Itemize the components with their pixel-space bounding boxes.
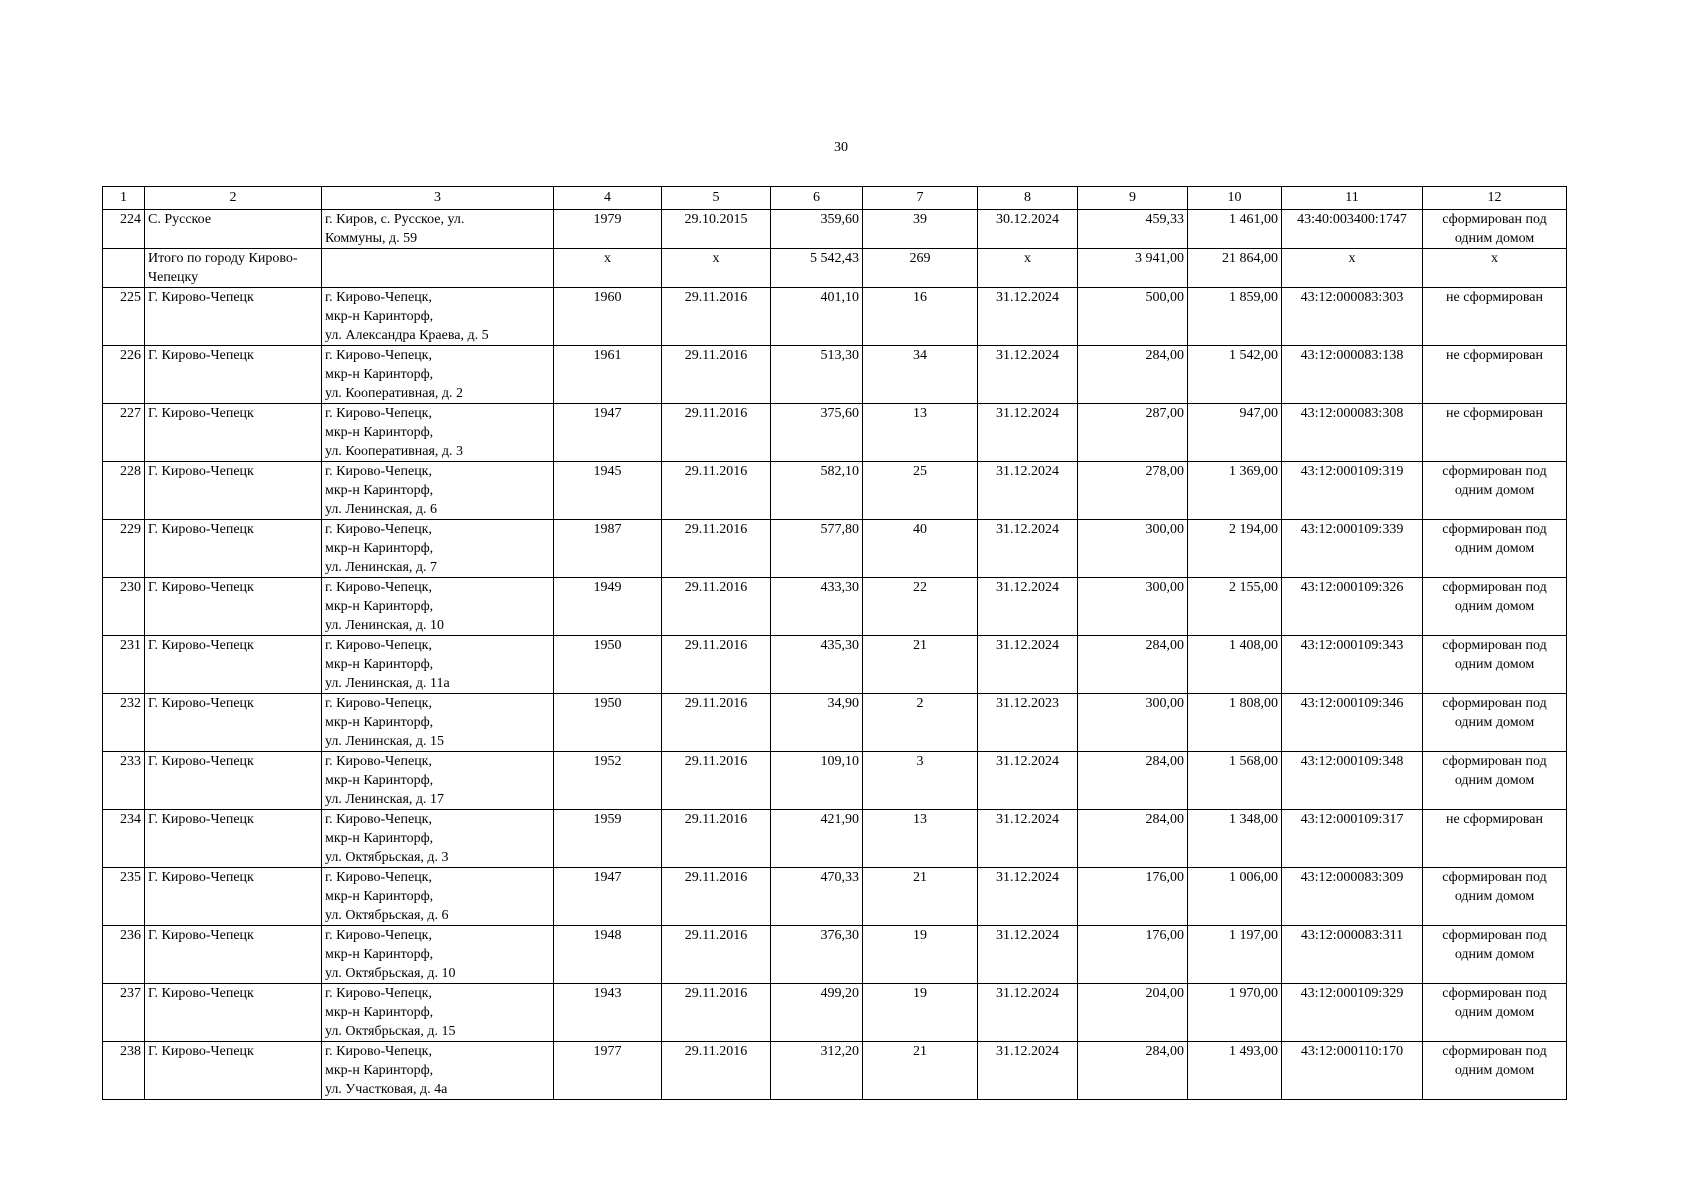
cadastral-number-cell: 43:12:000109:329: [1282, 984, 1423, 1042]
address-line: г. Киров, с. Русское, ул.: [325, 212, 465, 227]
land-area-cell: 284,00: [1078, 752, 1188, 810]
land-status-line: одним домом: [1454, 657, 1535, 672]
settlement-cell: Г. Кирово-Чепецк: [145, 810, 322, 868]
total-area-cell: 1 408,00: [1188, 636, 1282, 694]
resettlement-deadline-cell: 31.12.2024: [978, 288, 1078, 346]
land-status-line: не сформирован: [1446, 348, 1543, 363]
address-line: г. Кирово-Чепецк,: [325, 754, 432, 769]
cadastral-number-cell: 43:12:000083:303: [1282, 288, 1423, 346]
year-built-cell: 1952: [554, 752, 662, 810]
address-line: мкр-н Каринторф,: [325, 425, 434, 440]
row-number-cell: 227: [103, 404, 145, 462]
column-header-3: 3: [322, 187, 554, 210]
settlement-cell: Г. Кирово-Чепецк: [145, 288, 322, 346]
land-area-cell: 459,33: [1078, 210, 1188, 249]
column-header-6: 6: [771, 187, 863, 210]
land-status-cell: [1423, 1042, 1567, 1100]
emergency-date-cell: 29.11.2016: [662, 462, 771, 520]
settlement-cell: Итого по городу Кирово-Чепецку: [145, 249, 322, 288]
row-number-cell: 236: [103, 926, 145, 984]
land-status-line: сформирован под: [1442, 522, 1547, 537]
address-line: мкр-н Каринторф,: [325, 947, 434, 962]
total-area-cell: 947,00: [1188, 404, 1282, 462]
residents-cell: 21: [863, 868, 978, 926]
cadastral-number-cell: 43:12:000083:309: [1282, 868, 1423, 926]
land-status-line: сформирован под: [1442, 638, 1547, 653]
residents-cell: 21: [863, 636, 978, 694]
land-area-cell: 300,00: [1078, 694, 1188, 752]
land-status-line: одним домом: [1454, 715, 1535, 730]
year-built-cell: 1950: [554, 694, 662, 752]
year-built-cell: 1950: [554, 636, 662, 694]
address-line: г. Кирово-Чепецк,: [325, 348, 432, 363]
address-line: ул. Ленинская, д. 7: [325, 560, 438, 575]
residents-cell: 21: [863, 1042, 978, 1100]
cadastral-number-cell: 43:12:000110:170: [1282, 1042, 1423, 1100]
total-area-cell: 1 970,00: [1188, 984, 1282, 1042]
residents-cell: 13: [863, 404, 978, 462]
resettlement-deadline-cell: 31.12.2024: [978, 1042, 1078, 1100]
table-row: [103, 520, 1567, 578]
land-area-cell: 284,00: [1078, 636, 1188, 694]
land-status-cell: [1423, 404, 1567, 462]
resettlement-deadline-cell: 31.12.2024: [978, 462, 1078, 520]
land-status-line: не сформирован: [1446, 290, 1543, 305]
land-area-cell: 287,00: [1078, 404, 1188, 462]
residents-cell: 22: [863, 578, 978, 636]
address-line: мкр-н Каринторф,: [325, 367, 434, 382]
land-status-line: сформирован под: [1442, 696, 1547, 711]
address-line: мкр-н Каринторф,: [325, 541, 434, 556]
land-status-cell: [1423, 578, 1567, 636]
total-area-cell: 2 194,00: [1188, 520, 1282, 578]
land-status-line: сформирован под: [1442, 212, 1547, 227]
row-number-cell: 224: [103, 210, 145, 249]
area-cell: 401,10: [771, 288, 863, 346]
address-cell: [322, 1042, 554, 1100]
table-row: [103, 210, 1567, 249]
emergency-date-cell: 29.10.2015: [662, 210, 771, 249]
area-cell: 359,60: [771, 210, 863, 249]
emergency-date-cell: 29.11.2016: [662, 694, 771, 752]
row-number-cell: 232: [103, 694, 145, 752]
column-header-9: 9: [1078, 187, 1188, 210]
land-status-line: одним домом: [1454, 541, 1535, 556]
area-cell: 577,80: [771, 520, 863, 578]
land-status-cell: [1423, 520, 1567, 578]
address-line: г. Кирово-Чепецк,: [325, 580, 432, 595]
land-area-cell: 500,00: [1078, 288, 1188, 346]
table-row: [103, 868, 1567, 926]
residents-cell: 19: [863, 926, 978, 984]
row-number-cell: 229: [103, 520, 145, 578]
area-cell: 433,30: [771, 578, 863, 636]
settlement-cell: Г. Кирово-Чепецк: [145, 752, 322, 810]
row-number-cell: 231: [103, 636, 145, 694]
land-status-line: одним домом: [1454, 889, 1535, 904]
cadastral-number-cell: 43:12:000083:138: [1282, 346, 1423, 404]
address-line: г. Кирово-Чепецк,: [325, 406, 432, 421]
year-built-cell: 1947: [554, 404, 662, 462]
emergency-date-cell: 29.11.2016: [662, 404, 771, 462]
emergency-date-cell: 29.11.2016: [662, 868, 771, 926]
land-status-line: одним домом: [1454, 947, 1535, 962]
address-line: г. Кирово-Чепецк,: [325, 522, 432, 537]
year-built-cell: 1949: [554, 578, 662, 636]
column-header-2: 2: [145, 187, 322, 210]
address-cell: [322, 288, 554, 346]
table-row: [103, 984, 1567, 1042]
table-body: [103, 210, 1567, 1100]
settlement-cell: Г. Кирово-Чепецк: [145, 636, 322, 694]
year-built-cell: 1977: [554, 1042, 662, 1100]
settlement-cell: Г. Кирово-Чепецк: [145, 694, 322, 752]
address-line: г. Кирово-Чепецк,: [325, 464, 432, 479]
land-status-cell: [1423, 346, 1567, 404]
area-cell: 375,60: [771, 404, 863, 462]
address-line: г. Кирово-Чепецк,: [325, 1044, 432, 1059]
emergency-date-cell: 29.11.2016: [662, 636, 771, 694]
settlement-cell: Г. Кирово-Чепецк: [145, 462, 322, 520]
area-cell: 5 542,43: [771, 249, 863, 288]
row-number-cell: 228: [103, 462, 145, 520]
row-number-cell: 235: [103, 868, 145, 926]
address-cell: [322, 578, 554, 636]
resettlement-deadline-cell: 31.12.2024: [978, 578, 1078, 636]
land-status-line: сформирован под: [1442, 580, 1547, 595]
settlement-cell: Г. Кирово-Чепецк: [145, 520, 322, 578]
residents-cell: 40: [863, 520, 978, 578]
resettlement-deadline-cell: 31.12.2024: [978, 636, 1078, 694]
resettlement-deadline-cell: х: [978, 249, 1078, 288]
address-line: г. Кирово-Чепецк,: [325, 696, 432, 711]
cadastral-number-cell: 43:12:000109:317: [1282, 810, 1423, 868]
land-area-cell: 300,00: [1078, 578, 1188, 636]
year-built-cell: 1961: [554, 346, 662, 404]
land-status-cell: [1423, 984, 1567, 1042]
area-cell: 582,10: [771, 462, 863, 520]
land-area-cell: 284,00: [1078, 810, 1188, 868]
emergency-date-cell: 29.11.2016: [662, 1042, 771, 1100]
land-status-line: сформирован под: [1442, 870, 1547, 885]
table-row: [103, 578, 1567, 636]
row-number-cell: 237: [103, 984, 145, 1042]
address-line: ул. Октябрьская, д. 3: [325, 850, 449, 865]
emergency-date-cell: х: [662, 249, 771, 288]
year-built-cell: 1979: [554, 210, 662, 249]
land-area-cell: 176,00: [1078, 868, 1188, 926]
residents-cell: 34: [863, 346, 978, 404]
address-line: мкр-н Каринторф,: [325, 599, 434, 614]
address-cell: [322, 520, 554, 578]
address-cell: [322, 752, 554, 810]
address-cell: [322, 868, 554, 926]
resettlement-deadline-cell: 31.12.2024: [978, 346, 1078, 404]
area-cell: 421,90: [771, 810, 863, 868]
address-line: мкр-н Каринторф,: [325, 773, 434, 788]
land-status-cell: [1423, 752, 1567, 810]
resettlement-deadline-cell: 31.12.2024: [978, 404, 1078, 462]
table-row: [103, 926, 1567, 984]
cadastral-number-cell: 43:12:000083:308: [1282, 404, 1423, 462]
row-number-cell: [103, 249, 145, 288]
address-line: ул. Ленинская, д. 11а: [325, 676, 450, 691]
residents-cell: 269: [863, 249, 978, 288]
row-number-cell: 230: [103, 578, 145, 636]
land-status-cell: [1423, 249, 1567, 288]
settlement-cell: Г. Кирово-Чепецк: [145, 926, 322, 984]
table-row: [103, 462, 1567, 520]
settlement-cell: Г. Кирово-Чепецк: [145, 984, 322, 1042]
residents-cell: 13: [863, 810, 978, 868]
residents-cell: 39: [863, 210, 978, 249]
emergency-date-cell: 29.11.2016: [662, 984, 771, 1042]
residents-cell: 25: [863, 462, 978, 520]
address-line: г. Кирово-Чепецк,: [325, 870, 432, 885]
cadastral-number-cell: 43:12:000083:311: [1282, 926, 1423, 984]
total-area-cell: 1 197,00: [1188, 926, 1282, 984]
land-status-line: одним домом: [1454, 231, 1535, 246]
year-built-cell: 1947: [554, 868, 662, 926]
emergency-date-cell: 29.11.2016: [662, 346, 771, 404]
table-row: [103, 810, 1567, 868]
address-line: мкр-н Каринторф,: [325, 831, 434, 846]
year-built-cell: 1960: [554, 288, 662, 346]
residents-cell: 16: [863, 288, 978, 346]
page-number: 30: [834, 140, 848, 155]
column-header-11: 11: [1282, 187, 1423, 210]
column-header-12: 12: [1423, 187, 1567, 210]
address-line: ул. Октябрьская, д. 10: [325, 966, 456, 981]
resettlement-deadline-cell: 31.12.2024: [978, 868, 1078, 926]
total-area-cell: 2 155,00: [1188, 578, 1282, 636]
emergency-date-cell: 29.11.2016: [662, 520, 771, 578]
address-line: ул. Кооперативная, д. 2: [325, 386, 464, 401]
resettlement-deadline-cell: 31.12.2024: [978, 926, 1078, 984]
land-area-cell: 3 941,00: [1078, 249, 1188, 288]
total-area-cell: 1 568,00: [1188, 752, 1282, 810]
land-status-cell: [1423, 810, 1567, 868]
land-status-line: сформирован под: [1442, 464, 1547, 479]
address-cell: [322, 346, 554, 404]
area-cell: 513,30: [771, 346, 863, 404]
area-cell: 109,10: [771, 752, 863, 810]
address-line: г. Кирово-Чепецк,: [325, 928, 432, 943]
table-row: [103, 288, 1567, 346]
land-area-cell: 284,00: [1078, 346, 1188, 404]
residents-cell: 3: [863, 752, 978, 810]
settlement-cell: Г. Кирово-Чепецк: [145, 578, 322, 636]
resettlement-deadline-cell: 31.12.2024: [978, 810, 1078, 868]
address-line: мкр-н Каринторф,: [325, 1063, 434, 1078]
year-built-cell: х: [554, 249, 662, 288]
resettlement-deadline-cell: 30.12.2024: [978, 210, 1078, 249]
address-line: ул. Ленинская, д. 15: [325, 734, 445, 749]
subtotal-row: [103, 249, 1567, 288]
total-area-cell: 21 864,00: [1188, 249, 1282, 288]
area-cell: 435,30: [771, 636, 863, 694]
land-status-line: одним домом: [1454, 1005, 1535, 1020]
address-cell: [322, 636, 554, 694]
address-cell: [322, 810, 554, 868]
land-status-cell: [1423, 288, 1567, 346]
table-row: [103, 1042, 1567, 1100]
total-area-cell: 1 542,00: [1188, 346, 1282, 404]
address-line: г. Кирово-Чепецк,: [325, 986, 432, 1001]
address-cell: [322, 984, 554, 1042]
address-cell: [322, 694, 554, 752]
land-area-cell: 284,00: [1078, 1042, 1188, 1100]
cadastral-number-cell: 43:12:000109:339: [1282, 520, 1423, 578]
column-header-5: 5: [662, 187, 771, 210]
address-line: мкр-н Каринторф,: [325, 483, 434, 498]
settlement-cell: Г. Кирово-Чепецк: [145, 1042, 322, 1100]
column-header-7: 7: [863, 187, 978, 210]
address-line: г. Кирово-Чепецк,: [325, 638, 432, 653]
column-header-8: 8: [978, 187, 1078, 210]
address-line: ул. Ленинская, д. 6: [325, 502, 438, 517]
land-status-line: одним домом: [1454, 483, 1535, 498]
total-area-cell: 1 859,00: [1188, 288, 1282, 346]
address-line: мкр-н Каринторф,: [325, 1005, 434, 1020]
table-row: [103, 636, 1567, 694]
resettlement-deadline-cell: 31.12.2024: [978, 984, 1078, 1042]
row-number-cell: 225: [103, 288, 145, 346]
address-line: мкр-н Каринторф,: [325, 715, 434, 730]
cadastral-number-cell: 43:12:000109:348: [1282, 752, 1423, 810]
cadastral-number-cell: 43:40:003400:1747: [1282, 210, 1423, 249]
address-cell: [322, 404, 554, 462]
emergency-date-cell: 29.11.2016: [662, 288, 771, 346]
land-status-cell: [1423, 210, 1567, 249]
address-line: ул. Кооперативная, д. 3: [325, 444, 464, 459]
land-status-line: не сформирован: [1446, 812, 1543, 827]
row-number-cell: 238: [103, 1042, 145, 1100]
land-status-line: одним домом: [1454, 599, 1535, 614]
land-status-line: сформирован под: [1442, 754, 1547, 769]
land-area-cell: 176,00: [1078, 926, 1188, 984]
residents-cell: 19: [863, 984, 978, 1042]
area-cell: 470,33: [771, 868, 863, 926]
land-status-line: не сформирован: [1446, 406, 1543, 421]
cadastral-number-cell: 43:12:000109:319: [1282, 462, 1423, 520]
address-line: г. Кирово-Чепецк,: [325, 812, 432, 827]
resettlement-deadline-cell: 31.12.2024: [978, 520, 1078, 578]
address-cell: [322, 926, 554, 984]
land-area-cell: 278,00: [1078, 462, 1188, 520]
land-status-line: одним домом: [1454, 1063, 1535, 1078]
settlement-cell: С. Русское: [145, 210, 322, 249]
address-line: ул. Ленинская, д. 10: [325, 618, 445, 633]
settlement-cell: Г. Кирово-Чепецк: [145, 868, 322, 926]
land-status-line: сформирован под: [1442, 928, 1547, 943]
address-line: ул. Участковая, д. 4а: [325, 1082, 448, 1097]
land-area-cell: 204,00: [1078, 984, 1188, 1042]
total-area-cell: 1 493,00: [1188, 1042, 1282, 1100]
column-header-10: 10: [1188, 187, 1282, 210]
resettlement-deadline-cell: 31.12.2023: [978, 694, 1078, 752]
row-number-cell: 233: [103, 752, 145, 810]
table-row: [103, 694, 1567, 752]
year-built-cell: 1959: [554, 810, 662, 868]
emergency-date-cell: 29.11.2016: [662, 752, 771, 810]
residents-cell: 2: [863, 694, 978, 752]
year-built-cell: 1945: [554, 462, 662, 520]
settlement-cell: Г. Кирово-Чепецк: [145, 404, 322, 462]
cadastral-number-cell: х: [1282, 249, 1423, 288]
table-row: [103, 752, 1567, 810]
area-cell: 34,90: [771, 694, 863, 752]
land-status-line: одним домом: [1454, 773, 1535, 788]
land-status-line: х: [1491, 251, 1498, 266]
cadastral-number-cell: 43:12:000109:343: [1282, 636, 1423, 694]
total-area-cell: 1 369,00: [1188, 462, 1282, 520]
year-built-cell: 1943: [554, 984, 662, 1042]
housing-registry-table: [102, 186, 1567, 1100]
settlement-cell: Г. Кирово-Чепецк: [145, 346, 322, 404]
column-header-1: 1: [103, 187, 145, 210]
total-area-cell: 1 348,00: [1188, 810, 1282, 868]
address-line: ул. Октябрьская, д. 15: [325, 1024, 456, 1039]
land-area-cell: 300,00: [1078, 520, 1188, 578]
area-cell: 376,30: [771, 926, 863, 984]
column-number-header: [103, 187, 1567, 210]
land-status-cell: [1423, 868, 1567, 926]
address-line: ул. Ленинская, д. 17: [325, 792, 445, 807]
emergency-date-cell: 29.11.2016: [662, 926, 771, 984]
area-cell: 499,20: [771, 984, 863, 1042]
address-line: ул. Александра Краева, д. 5: [325, 328, 489, 343]
cadastral-number-cell: 43:12:000109:346: [1282, 694, 1423, 752]
total-area-cell: 1 808,00: [1188, 694, 1282, 752]
row-number-cell: 226: [103, 346, 145, 404]
year-built-cell: 1948: [554, 926, 662, 984]
land-status-line: сформирован под: [1442, 986, 1547, 1001]
address-cell: [322, 249, 554, 288]
emergency-date-cell: 29.11.2016: [662, 810, 771, 868]
address-cell: [322, 462, 554, 520]
address-cell: [322, 210, 554, 249]
land-status-cell: [1423, 462, 1567, 520]
year-built-cell: 1987: [554, 520, 662, 578]
address-line: мкр-н Каринторф,: [325, 309, 434, 324]
area-cell: 312,20: [771, 1042, 863, 1100]
land-status-cell: [1423, 926, 1567, 984]
total-area-cell: 1 006,00: [1188, 868, 1282, 926]
total-area-cell: 1 461,00: [1188, 210, 1282, 249]
address-line: мкр-н Каринторф,: [325, 889, 434, 904]
address-line: Коммуны, д. 59: [325, 231, 418, 246]
address-line: г. Кирово-Чепецк,: [325, 290, 432, 305]
row-number-cell: 234: [103, 810, 145, 868]
cadastral-number-cell: 43:12:000109:326: [1282, 578, 1423, 636]
land-status-line: сформирован под: [1442, 1044, 1547, 1059]
table-row: [103, 346, 1567, 404]
land-status-cell: [1423, 694, 1567, 752]
land-status-cell: [1423, 636, 1567, 694]
emergency-date-cell: 29.11.2016: [662, 578, 771, 636]
resettlement-deadline-cell: 31.12.2024: [978, 752, 1078, 810]
address-line: ул. Октябрьская, д. 6: [325, 908, 449, 923]
column-header-4: 4: [554, 187, 662, 210]
table-row: [103, 404, 1567, 462]
address-line: мкр-н Каринторф,: [325, 657, 434, 672]
